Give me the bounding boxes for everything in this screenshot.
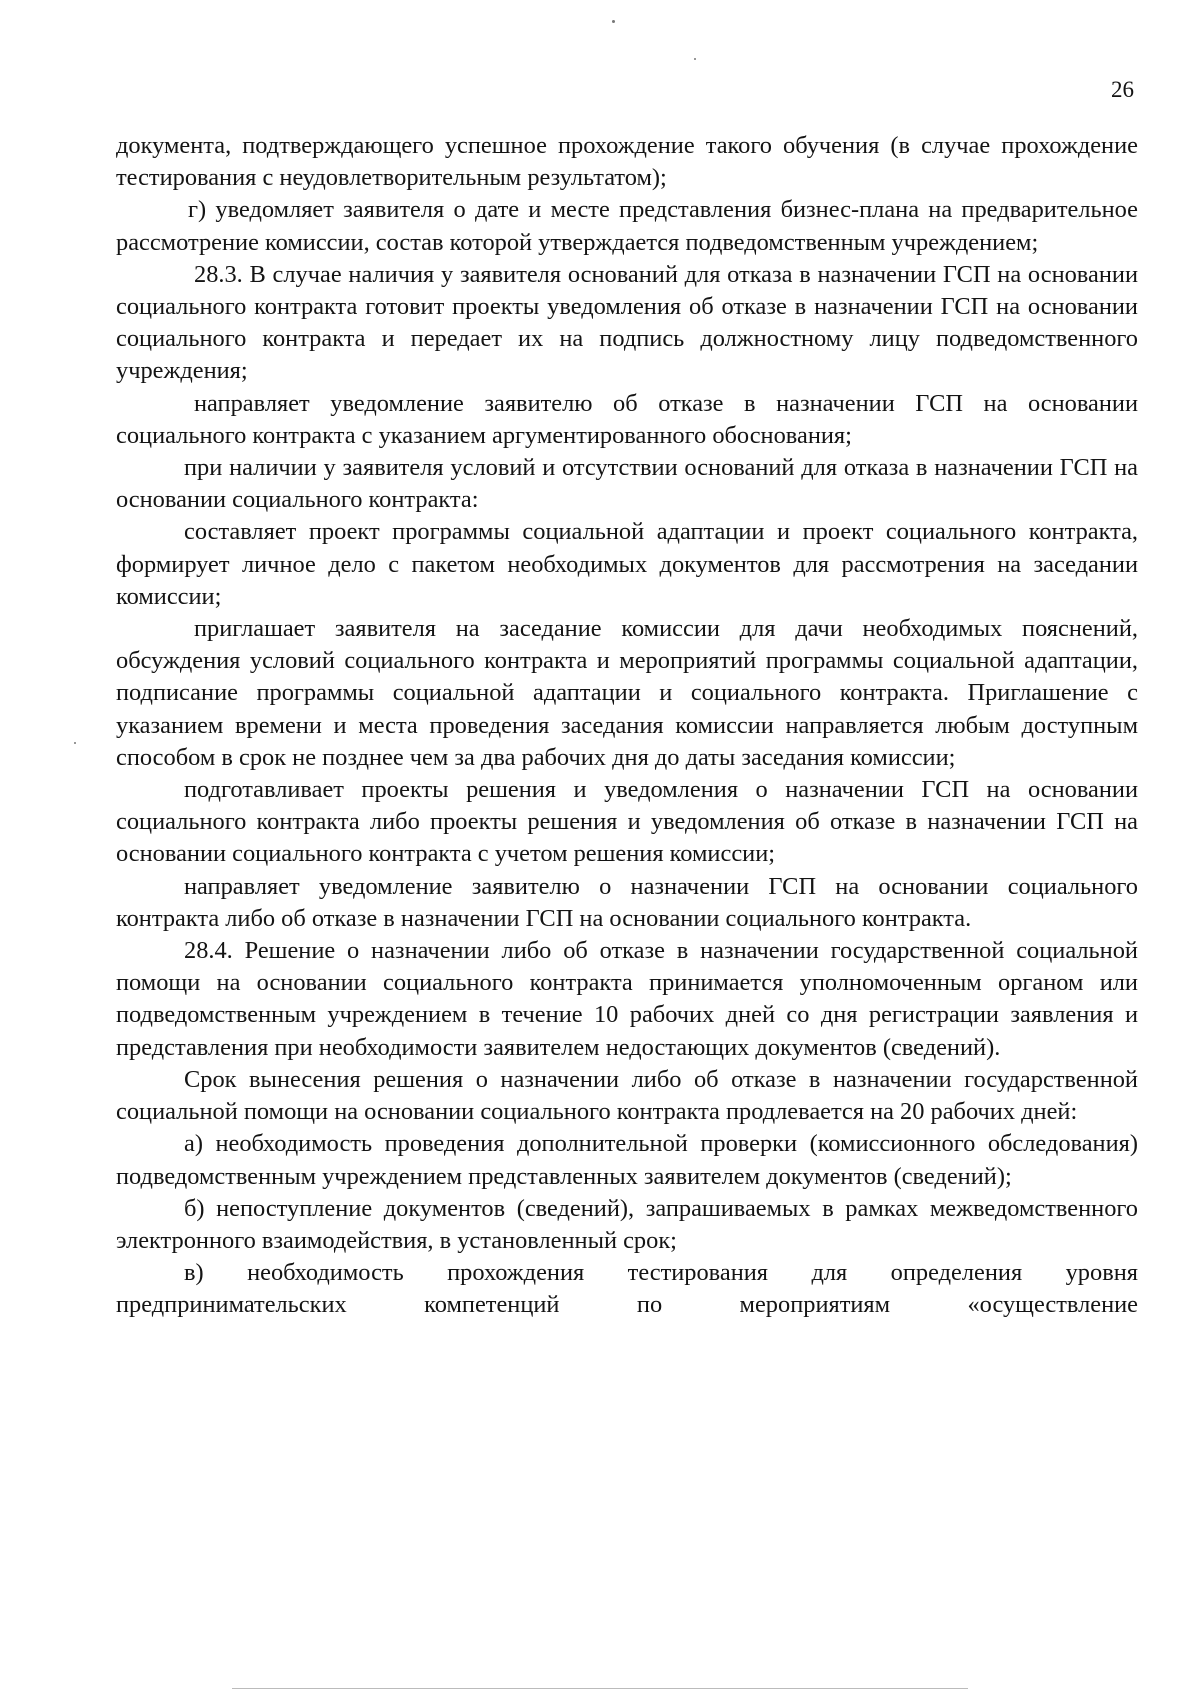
paragraph: 28.4. Решение о назначении либо об отказе в назначении государственной социальной помощи на основании социального контракта принимается уполномоченным органом или подведомственным учреждением в течение 10 рабочих дней со дня регистрации заявления и представления при необходимости заявителем недостающих документов (сведений).	[116, 937, 1138, 1061]
paragraph: 28.3. В случае наличия у заявителя оснований для отказа в назначении ГСП на основании социального контракта готовит проекты уведомления об отказе в назначении ГСП на основании социального контракта и передает их на подпись должностному лицу подведомственного учреждения;	[116, 260, 1138, 385]
paragraph: направляет уведомление заявителю о назначении ГСП на основании социального контракта либо об отказе в назначении ГСП на основании социального контракта.	[116, 872, 1138, 932]
paragraph: документа, подтверждающего успешное прохождение такого обучения (в случае прохождение тестирования с неудовлетворительным результатом);	[116, 132, 1138, 192]
paragraph: в) необходимость прохождения тестирования для определения уровня предпринимательских компетенций по мероприятиям «осуществление	[116, 1259, 1138, 1319]
scan-speck	[612, 20, 615, 23]
paragraph: Срок вынесения решения о назначении либо об отказе в назначении государственной социальной помощи на основании социального контракта продлевается на 20 рабочих дней:	[116, 1065, 1138, 1126]
paragraph: при наличии у заявителя условий и отсутствии оснований для отказа в назначении ГСП на основании социального контракта:	[116, 454, 1138, 514]
scan-edge-line	[232, 1688, 968, 1689]
paragraph: приглашает заявителя на заседание комиссии для дачи необходимых пояснений, обсуждения условий социального контракта и мероприятий программы социальной адаптации, подписание программы социальной адаптации и социального контракта. Приглашение с указанием времени и места проведения заседания комиссии направляется любым доступным способом в срок не позднее чем за два рабочих дня до даты заседания комиссии;	[116, 615, 1138, 771]
scan-speck	[74, 742, 76, 744]
paragraph: г) уведомляет заявителя о дате и месте представления бизнес-плана на предварительное рассмотрение комиссии, состав которой утверждается подведомственным учреждением;	[116, 196, 1138, 256]
body-text	[116, 130, 1138, 1322]
paragraph: а) необходимость проведения дополнительной проверки (комиссионного обследования) подведомственным учреждением представленных заявителем документов (сведений);	[116, 1130, 1138, 1190]
paragraph: направляет уведомление заявителю об отказе в назначении ГСП на основании социального контракта с указанием аргументированного обоснования;	[116, 389, 1138, 449]
page-number: 26	[1111, 77, 1134, 102]
paragraph: подготавливает проекты решения и уведомления о назначении ГСП на основании социального контракта либо проекты решения и уведомления об отказе в назначении ГСП на основании социального контракта с учетом решения комиссии;	[116, 776, 1138, 868]
paragraph: б) непоступление документов (сведений), запрашиваемых в рамках межведомственного электронного взаимодействия, в установленный срок;	[116, 1194, 1138, 1254]
paragraph: составляет проект программы социальной адаптации и проект социального контракта, формирует личное дело с пакетом необходимых документов для рассмотрения на заседании комиссии;	[116, 518, 1138, 610]
scan-speck	[694, 58, 696, 60]
